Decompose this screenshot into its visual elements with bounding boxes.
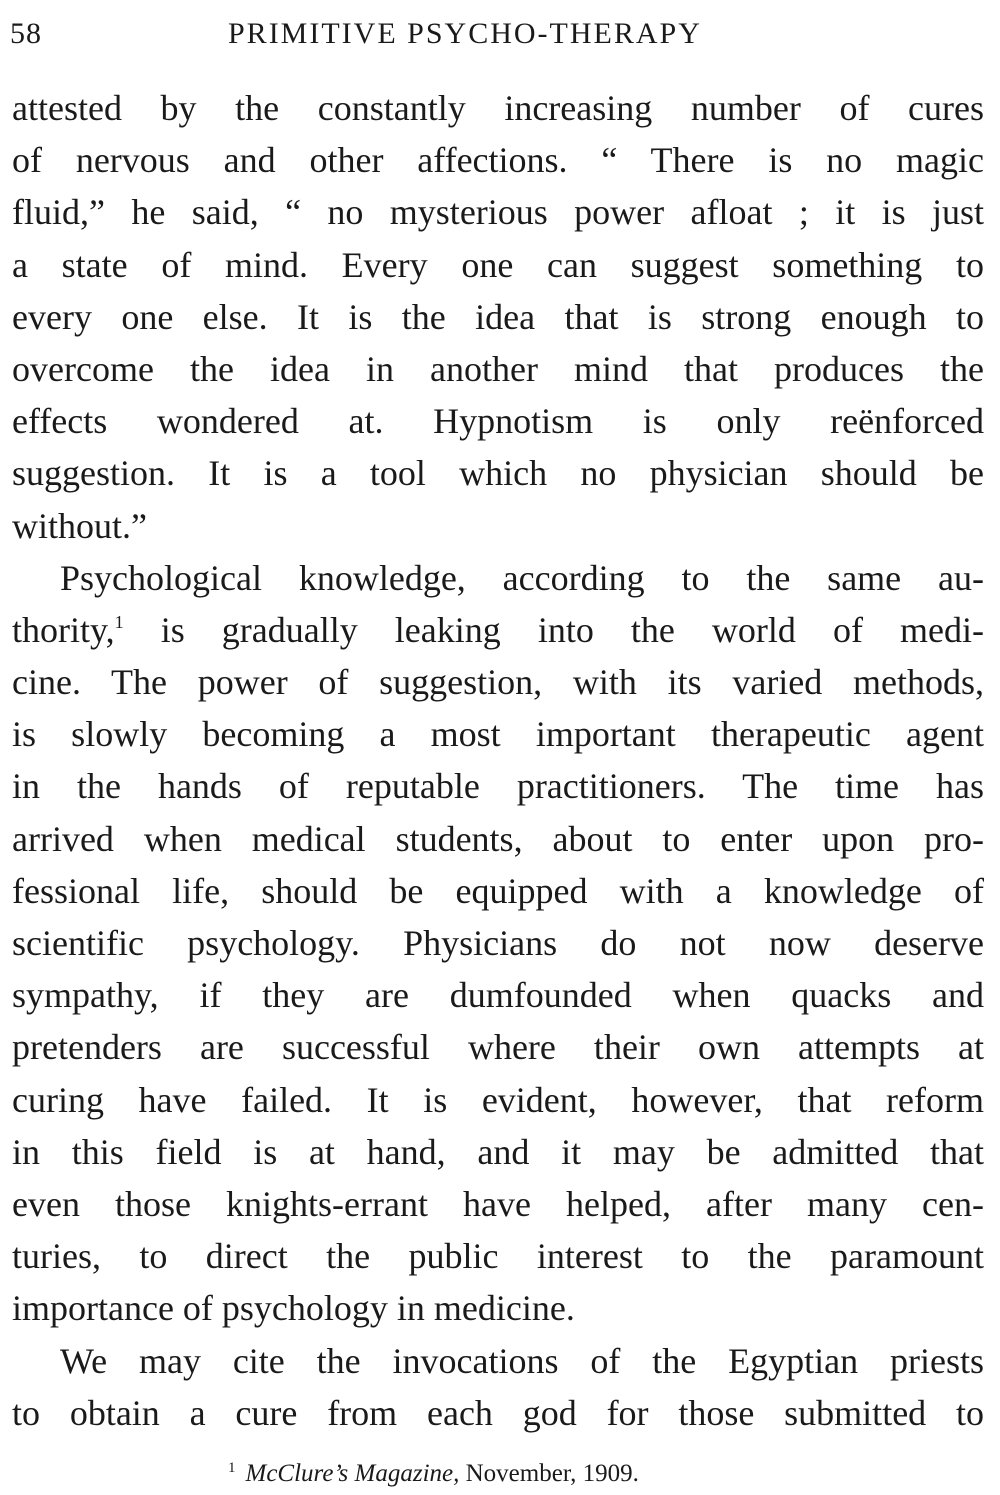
text-line: turies, to direct the public interest to the paramount (12, 1236, 984, 1277)
text-line: fluid,” he said, “ no mysterious power afloat ; it is just (12, 192, 984, 233)
footnote-date: November, 1909. (465, 1460, 639, 1487)
text-line: arrived when medical students, about to enter upon pro- (12, 818, 984, 859)
text-line: sympathy, if they are dumfounded when quacks and (12, 975, 984, 1016)
footnote (228, 1452, 639, 1490)
page-number: 58 (10, 17, 42, 50)
running-head: PRIMITIVE PSYCHO-THERAPY (228, 17, 702, 50)
text-line: of nervous and other affections. “ There is no magic (12, 140, 984, 181)
text-line: We may cite the invocations of the Egyptian priests (60, 1340, 984, 1381)
footnote-mark: 1 (228, 1460, 236, 1476)
text-line: cine. The power of suggestion, with its varied methods, (12, 662, 984, 703)
text-line: every one else. It is the idea that is strong enough to (12, 296, 984, 337)
text-line: in this field is at hand, and it may be admitted that (12, 1131, 984, 1172)
text-line: effects wondered at. Hypnotism is only reënforced (12, 401, 984, 442)
text-line: is slowly becoming a most important therapeutic agent (12, 714, 984, 755)
body-text (12, 82, 984, 1439)
footnote-magazine: McClure’s Magazine, (245, 1460, 460, 1487)
text-line: to obtain a cure from each god for those submitted to (12, 1392, 984, 1433)
text-line: scientific psychology. Physicians do not now deserve (12, 923, 984, 963)
text-line: Psychological knowledge, according to the same au- (60, 557, 984, 598)
text-line: pretenders are successful where their own attempts at (12, 1027, 984, 1068)
text-line: even those knights-errant have helped, after many cen- (12, 1183, 984, 1224)
text-line: suggestion. It is a tool which no physician should be (12, 453, 984, 494)
text-line: importance of psychology in medicine. (12, 1288, 575, 1329)
text-line: without.” (12, 505, 147, 546)
text-line: attested by the constantly increasing number of cures (12, 88, 984, 128)
text-line: a state of mind. Every one can suggest something to (12, 244, 984, 285)
text-line: overcome the idea in another mind that produces the (12, 348, 984, 389)
footnote-reference: 1 (114, 611, 124, 632)
text-line (12, 604, 984, 656)
page-header (10, 12, 990, 56)
text-fragment: is gradually leaking into the world of medi- (160, 609, 984, 650)
text-line: fessional life, should be equipped with a knowledge of (12, 870, 984, 911)
text-line: in the hands of reputable practitioners. The time has (12, 766, 984, 807)
text-line: curing have failed. It is evident, however, that reform (12, 1079, 984, 1120)
text-fragment: thority, (12, 609, 115, 650)
